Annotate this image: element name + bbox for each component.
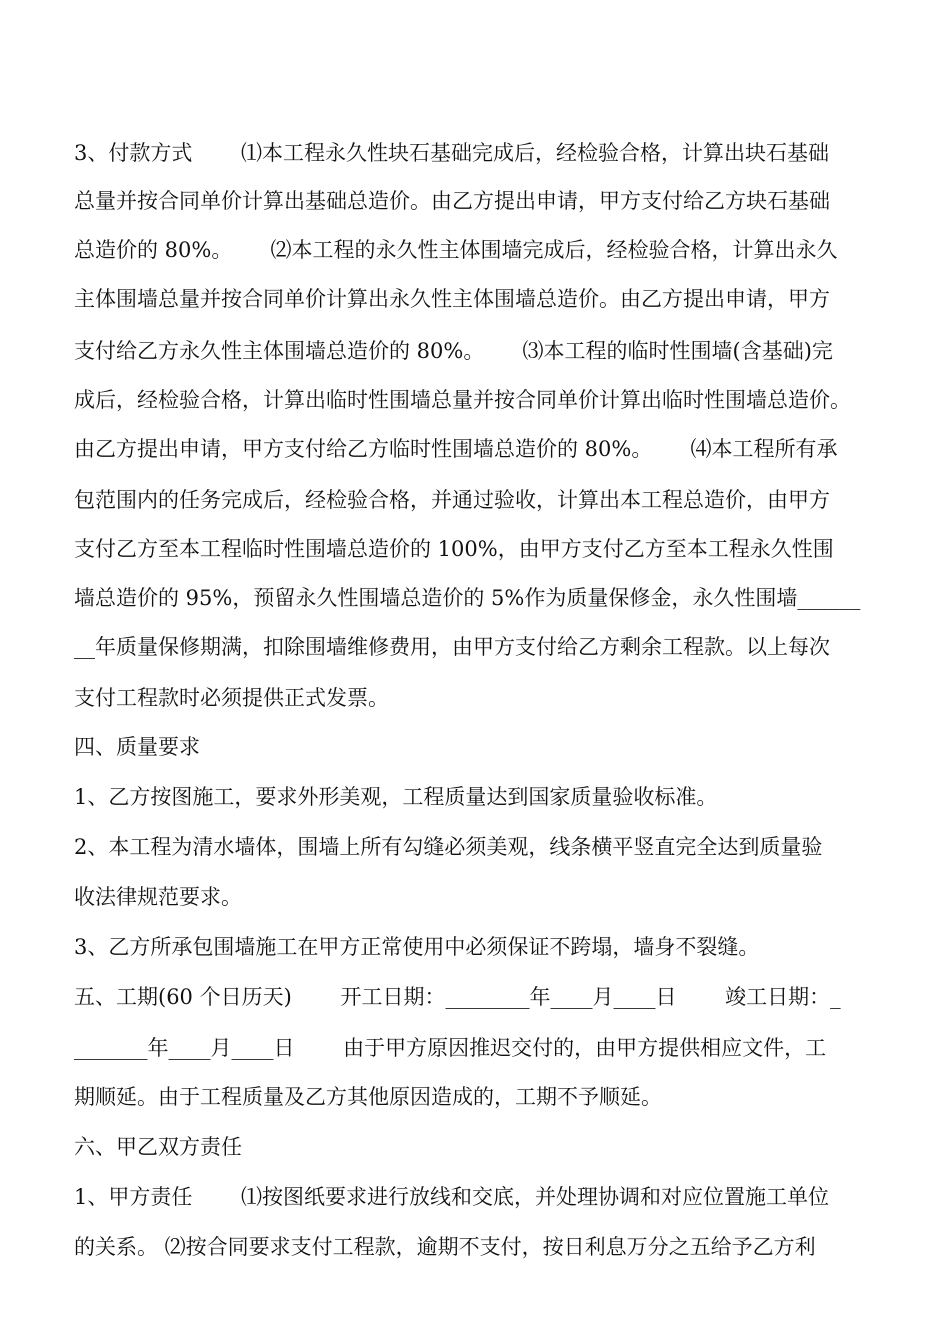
text-line: 2、本工程为清水墙体，围墙上所有勾缝必须美观，线条横平竖直完全达到质量验 (74, 835, 823, 859)
section-heading: 四、质量要求 (74, 735, 200, 759)
section-heading: 六、甲乙双方责任 (74, 1135, 242, 1159)
text-line: 总量并按合同单价计算出基础总造价。由乙方提出申请，甲方支付给乙方块石基础 (74, 189, 830, 213)
text-line: 收法律规范要求。 (74, 885, 242, 909)
text-line: 支付乙方至本工程临时性围墙总造价的 100%，由甲方支付乙方至本工程永久性围 (74, 537, 834, 561)
section-heading: 五、工期(60 个日历天) 开工日期：________年____月____日 竣工日期：_ (74, 985, 841, 1009)
text-line: 期顺延。由于工程质量及乙方其他原因造成的，工期不予顺延。 (74, 1085, 662, 1109)
text-line: __年质量保修期满，扣除围墙维修费用，由甲方支付给乙方剩余工程款。以上每次 (74, 635, 830, 659)
text-line: 支付给乙方永久性主体围墙总造价的 80%。 ⑶本工程的临时性围墙(含基础)完 (74, 339, 833, 363)
text-line: 总造价的 80%。 ⑵本工程的永久性主体围墙完成后，经检验合格，计算出永久 (74, 238, 838, 262)
text-line: 1、甲方责任 ⑴按图纸要求进行放线和交底，并处理协调和对应位置施工单位 (74, 1185, 830, 1209)
text-line: 的关系。 ⑵按合同要求支付工程款，逾期不支付，按日利息万分之五给予乙方利 (74, 1235, 816, 1259)
text-line: 包范围内的任务完成后，经检验合格，并通过验收，计算出本工程总造价，由甲方 (74, 488, 830, 512)
text-line: _______年____月____日 由于甲方原因推迟交付的，由甲方提供相应文件，工 (74, 1036, 827, 1060)
text-line: 主体围墙总量并按合同单价计算出永久性主体围墙总造价。由乙方提出申请，甲方 (74, 287, 830, 311)
text-line: 3、乙方所承包围墙施工在甲方正常使用中必须保证不跨塌，墙身不裂缝。 (74, 935, 760, 959)
text-line: 成后，经检验合格，计算出临时性围墙总量并按合同单价计算出临时性围墙总造价。 (74, 388, 851, 412)
text-line: 由乙方提出申请，甲方支付给乙方临时性围墙总造价的 80%。 ⑷本工程所有承 (74, 437, 838, 461)
text-line: 3、付款方式 ⑴本工程永久性块石基础完成后，经检验合格，计算出块石基础 (74, 141, 830, 165)
text-line: 墙总造价的 95%，预留永久性围墙总造价的 5%作为质量保修金，永久性围墙______ (74, 586, 861, 610)
text-line: 支付工程款时必须提供正式发票。 (74, 686, 389, 710)
text-line: 1、乙方按图施工，要求外形美观，工程质量达到国家质量验收标准。 (74, 785, 718, 809)
